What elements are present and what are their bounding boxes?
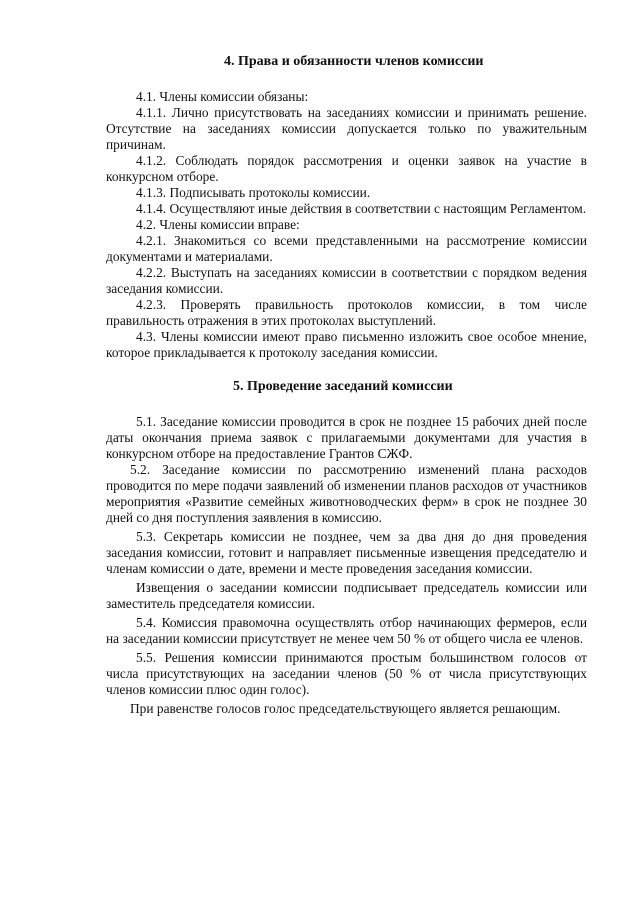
- paragraph-5-1: 5.1. Заседание комиссии проводится в срок не позднее 15 рабочих дней после даты окончания приема заявок с прилагаемыми документами для участия в конкурсном отборе на предоставление Грантов СЖФ.: [106, 414, 587, 461]
- paragraph-4-1-2: 4.1.2. Соблюдать порядок рассмотрения и оценки заявок на участие в конкурсном отборе.: [106, 153, 587, 184]
- paragraph-4-3: 4.3. Члены комиссии имеют право письменно изложить свое особое мнение, которое прикладывается к протоколу заседания комиссии.: [106, 329, 587, 360]
- section-5-title: 5. Проведение заседаний комиссии: [233, 379, 453, 394]
- paragraph-4-2-1: 4.2.1. Знакомиться со всеми представленными на рассмотрение комиссии документами и материалами.: [106, 233, 587, 264]
- document-body: [106, 54, 587, 717]
- paragraph-5-5: 5.5. Решения комиссии принимаются простым большинством голосов от числа присутствующих на заседании членов (50 % от числа присутствующих членов комиссии плюс один голос).: [106, 650, 587, 697]
- paragraph-5-2: 5.2. Заседание комиссии по рассмотрению изменений плана расходов проводится по мере подачи заявлений об изменении планов расходов от участников мероприятия «Развитие семейных животноводческих ферм» в срок не позднее 30 дней со дня поступления заявления в комиссию.: [106, 462, 587, 525]
- paragraph-4-1: 4.1. Члены комиссии обязаны:: [136, 89, 309, 104]
- paragraph-notice: Извещения о заседании комиссии подписывает председатель комиссии или заместитель председателя комиссии.: [106, 580, 587, 611]
- paragraph-4-1-3: 4.1.3. Подписывать протоколы комиссии.: [136, 185, 371, 200]
- paragraph-4-2-2: 4.2.2. Выступать на заседаниях комиссии в соответствии с порядком ведения заседания комиссии.: [106, 265, 587, 296]
- paragraph-4-2: 4.2. Члены комиссии вправе:: [136, 217, 300, 232]
- paragraph-4-1-1: 4.1.1. Лично присутствовать на заседаниях комиссии и принимать решение. Отсутствие на заседаниях комиссии допускается только по уважительным причинам.: [106, 105, 587, 152]
- paragraph-4-1-4: 4.1.4. Осуществляют иные действия в соответствии с настоящим Регламентом.: [136, 201, 587, 216]
- paragraph-4-2-3: 4.2.3. Проверять правильность протоколов комиссии, в том числе правильность отражения в этих протоколах выступлений.: [106, 297, 587, 328]
- paragraph-5-3: 5.3. Секретарь комиссии не позднее, чем за два дня до дня проведения заседания комиссии, готовит и направляет письменные извещения председателю и членам комиссии о дате, времени и месте проведения заседания комиссии.: [106, 529, 587, 576]
- paragraph-tie-vote: При равенстве голосов голос председательствующего является решающим.: [130, 701, 561, 716]
- section-4-title: 4. Права и обязанности членов комиссии: [224, 54, 484, 69]
- paragraph-5-4: 5.4. Комиссия правомочна осуществлять отбор начинающих фермеров, если на заседании комиссии присутствует не менее чем 50 % от общего числа ее членов.: [106, 615, 587, 646]
